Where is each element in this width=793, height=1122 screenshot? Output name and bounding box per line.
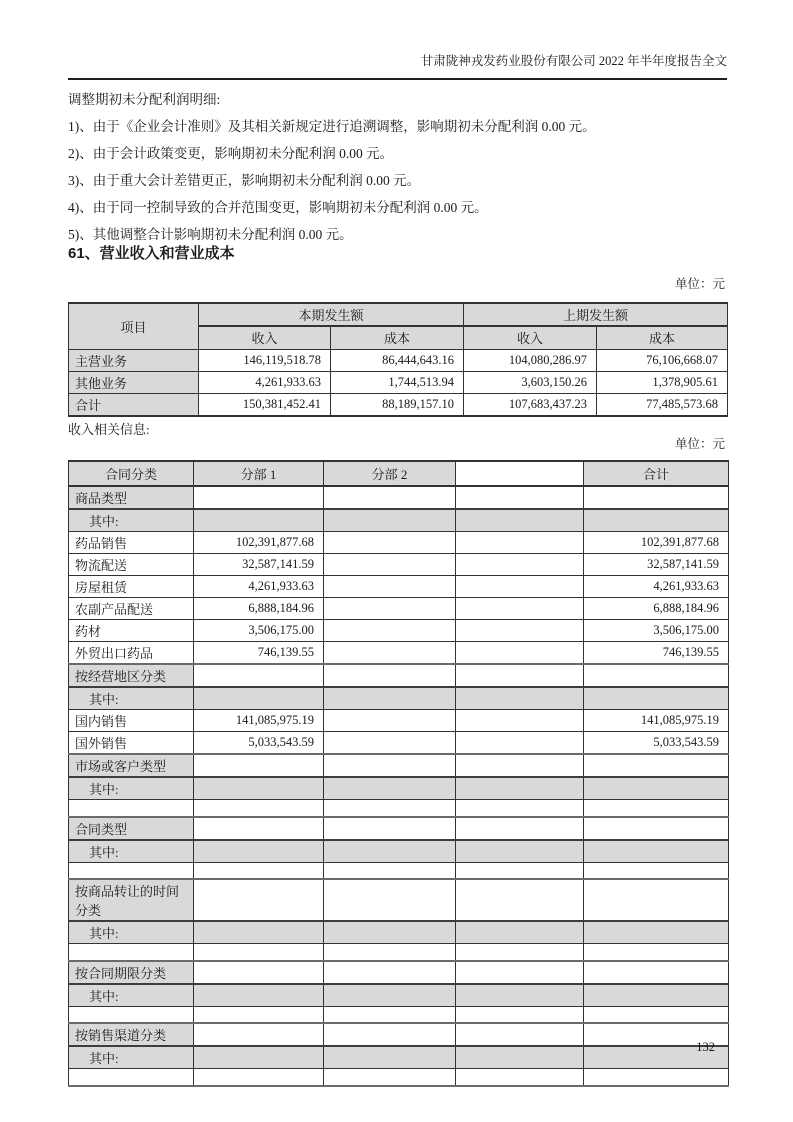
table-row (69, 840, 729, 863)
table-row (69, 642, 729, 665)
cell-value: 86,444,643.16 (331, 349, 464, 371)
unit-label: 单位：元 (674, 277, 725, 291)
col-header-cost: 成本 (597, 326, 728, 349)
table-row (69, 777, 729, 800)
cell-value (194, 944, 324, 961)
intro-lead: 调整期初未分配利润明细: (68, 92, 221, 107)
cell-value (324, 486, 456, 509)
cell-value (456, 509, 584, 532)
cell-value (584, 777, 729, 800)
cell-value (324, 509, 456, 532)
cell-value (456, 879, 584, 921)
cell-value (584, 486, 729, 509)
table-row (69, 1069, 729, 1086)
row-label: 合同类型 (69, 817, 194, 840)
row-label: 市场或客户类型 (69, 754, 194, 777)
cell-value: 1,378,905.61 (597, 371, 728, 393)
cell-value: 88,189,157.10 (331, 393, 464, 416)
cell-value (324, 1046, 456, 1069)
row-label: 农副产品配送 (69, 598, 194, 620)
cell-value (456, 800, 584, 817)
cell-value (456, 576, 584, 598)
col-header-income: 收入 (199, 326, 331, 349)
cell-value (456, 1069, 584, 1086)
row-label: 其中: (69, 840, 194, 863)
section-heading: 61、营业收入和营业成本 (68, 245, 235, 262)
intro-item: 4)、由于同一控制导致的合并范围变更，影响期初未分配利润 0.00 元。 (68, 200, 488, 215)
table-header-row (69, 303, 728, 326)
cell-value (324, 1023, 456, 1046)
cell-value: 146,119,518.78 (199, 349, 331, 371)
cell-value (456, 687, 584, 710)
row-label: 按商品转让的时间分类 (69, 879, 194, 921)
cell-value (584, 687, 729, 710)
cell-value: 102,391,877.68 (194, 532, 324, 554)
row-label (69, 800, 194, 817)
row-label (69, 944, 194, 961)
intro-item: 2)、由于会计政策变更，影响期初未分配利润 0.00 元。 (68, 146, 394, 161)
cell-value (324, 1006, 456, 1023)
cell-value (456, 532, 584, 554)
cell-value (194, 879, 324, 921)
row-label (69, 1006, 194, 1023)
cell-value (194, 777, 324, 800)
table-row (69, 687, 729, 710)
cell-value (194, 1006, 324, 1023)
row-label: 其中: (69, 777, 194, 800)
table-row (69, 532, 729, 554)
row-label: 主营业务 (69, 349, 199, 371)
table-row (69, 1006, 729, 1023)
table-row (69, 944, 729, 961)
cell-value (456, 732, 584, 755)
cell-value (194, 509, 324, 532)
table-row (69, 800, 729, 817)
table-row (69, 817, 729, 840)
table-row (69, 486, 729, 509)
cell-value (584, 961, 729, 984)
cell-value (194, 1046, 324, 1069)
cell-value (456, 961, 584, 984)
cell-value (194, 984, 324, 1007)
row-label: 按销售渠道分类 (69, 1023, 194, 1046)
cell-value (194, 664, 324, 687)
cell-value: 107,683,437.23 (464, 393, 597, 416)
cell-value: 4,261,933.63 (584, 576, 729, 598)
cell-value (584, 921, 729, 944)
cell-value (584, 800, 729, 817)
col-header: 分部 1 (194, 461, 324, 486)
cell-value (456, 984, 584, 1007)
intro-item: 1)、由于《企业会计准则》及其相关新规定进行追溯调整，影响期初未分配利润 0.00 元。 (68, 119, 596, 134)
cell-value (194, 687, 324, 710)
unit-label: 单位：元 (674, 437, 725, 451)
table-row (69, 961, 729, 984)
col-header: 合同分类 (69, 461, 194, 486)
row-label: 合计 (69, 393, 199, 416)
cell-value (584, 1069, 729, 1086)
row-label: 药品销售 (69, 532, 194, 554)
row-label: 房屋租赁 (69, 576, 194, 598)
row-label (69, 1069, 194, 1086)
intro-block (68, 93, 725, 242)
table-row (69, 576, 729, 598)
running-header (68, 52, 727, 80)
cell-value: 141,085,975.19 (584, 710, 729, 732)
cell-value (324, 664, 456, 687)
intro-item: 5)、其他调整合计影响期初未分配利润 0.00 元。 (68, 227, 353, 242)
cell-value (194, 486, 324, 509)
table-row (69, 862, 729, 879)
cell-value (584, 879, 729, 921)
row-label: 国外销售 (69, 732, 194, 755)
col-header-cost: 成本 (331, 326, 464, 349)
col-header-item: 项目 (69, 303, 199, 349)
cell-value (584, 509, 729, 532)
row-label: 商品类型 (69, 486, 194, 509)
cell-value (584, 984, 729, 1007)
cell-value: 1,744,513.94 (331, 371, 464, 393)
cell-value: 3,506,175.00 (584, 620, 729, 642)
table-row (69, 554, 729, 576)
cell-value (324, 576, 456, 598)
table-row (69, 754, 729, 777)
table-row (69, 509, 729, 532)
cell-value: 32,587,141.59 (584, 554, 729, 576)
cell-value (324, 944, 456, 961)
cell-value (324, 687, 456, 710)
table-row (69, 1023, 729, 1046)
cell-value (584, 862, 729, 879)
row-label (69, 862, 194, 879)
cell-value (324, 532, 456, 554)
cell-value (324, 1069, 456, 1086)
report-title: 甘肃陇神戎发药业股份有限公司 2022 年半年度报告全文 (420, 54, 727, 68)
table-header-row (69, 461, 729, 486)
cell-value (584, 944, 729, 961)
cell-value: 32,587,141.59 (194, 554, 324, 576)
cell-value: 746,139.55 (194, 642, 324, 665)
cell-value: 5,033,543.59 (584, 732, 729, 755)
cell-value (456, 1046, 584, 1069)
table-row (69, 371, 728, 393)
cell-value (456, 944, 584, 961)
col-header: 合计 (584, 461, 729, 486)
cell-value (324, 840, 456, 863)
cell-value (194, 862, 324, 879)
row-label: 其中: (69, 509, 194, 532)
cell-value: 76,106,668.07 (597, 349, 728, 371)
table-row (69, 984, 729, 1007)
row-label: 外贸出口药品 (69, 642, 194, 665)
table-row (69, 664, 729, 687)
revenue-cost-table (68, 302, 728, 417)
cell-value: 77,485,573.68 (597, 393, 728, 416)
table-row (69, 732, 729, 755)
table-row (69, 710, 729, 732)
cell-value (324, 817, 456, 840)
cell-value (324, 961, 456, 984)
cell-value: 104,080,286.97 (464, 349, 597, 371)
table-row (69, 879, 729, 921)
row-label: 其中: (69, 687, 194, 710)
table-row (69, 921, 729, 944)
cell-value (324, 984, 456, 1007)
cell-value (456, 817, 584, 840)
cell-value (194, 800, 324, 817)
table-row (69, 1046, 729, 1069)
cell-value (584, 1006, 729, 1023)
col-header-prior-period: 上期发生额 (464, 303, 728, 326)
cell-value: 141,085,975.19 (194, 710, 324, 732)
row-label: 药材 (69, 620, 194, 642)
cell-value (456, 921, 584, 944)
cell-value (324, 620, 456, 642)
table-row (69, 620, 729, 642)
cell-value (324, 642, 456, 665)
cell-value (194, 1069, 324, 1086)
cell-value (456, 862, 584, 879)
cell-value (584, 817, 729, 840)
cell-value (324, 777, 456, 800)
col-header-current-period: 本期发生额 (199, 303, 464, 326)
cell-value (456, 1006, 584, 1023)
cell-value (324, 754, 456, 777)
cell-value: 102,391,877.68 (584, 532, 729, 554)
row-label: 按经营地区分类 (69, 664, 194, 687)
cell-value (194, 921, 324, 944)
cell-value (194, 1023, 324, 1046)
row-label: 其中: (69, 984, 194, 1007)
cell-value: 3,603,150.26 (464, 371, 597, 393)
cell-value: 746,139.55 (584, 642, 729, 665)
cell-value (456, 777, 584, 800)
cell-value: 5,033,543.59 (194, 732, 324, 755)
cell-value (324, 732, 456, 755)
cell-value (324, 921, 456, 944)
cell-value (584, 754, 729, 777)
cell-value (456, 754, 584, 777)
row-label: 其中: (69, 921, 194, 944)
page-number: 132 (696, 1040, 715, 1054)
cell-value (194, 754, 324, 777)
row-label: 按合同期限分类 (69, 961, 194, 984)
cell-value (456, 664, 584, 687)
cell-value (324, 800, 456, 817)
col-header-income: 收入 (464, 326, 597, 349)
cell-value (324, 598, 456, 620)
cell-value: 6,888,184.96 (194, 598, 324, 620)
cell-value (456, 642, 584, 665)
cell-value (584, 664, 729, 687)
cell-value (324, 879, 456, 921)
cell-value (456, 598, 584, 620)
table-row (69, 598, 729, 620)
cell-value (324, 862, 456, 879)
row-label: 国内销售 (69, 710, 194, 732)
cell-value: 4,261,933.63 (194, 576, 324, 598)
cell-value: 3,506,175.00 (194, 620, 324, 642)
col-header: 分部 2 (324, 461, 456, 486)
cell-value (456, 840, 584, 863)
cell-value (456, 620, 584, 642)
cell-value: 150,381,452.41 (199, 393, 331, 416)
col-header-blank (456, 461, 584, 486)
cell-value (324, 710, 456, 732)
intro-item: 3)、由于重大会计差错更正，影响期初未分配利润 0.00 元。 (68, 173, 421, 188)
cell-value: 6,888,184.96 (584, 598, 729, 620)
table-row (69, 393, 728, 416)
contract-classification-table (68, 460, 729, 1087)
row-label: 其中: (69, 1046, 194, 1069)
cell-value (194, 961, 324, 984)
cell-value (584, 840, 729, 863)
row-label: 其他业务 (69, 371, 199, 393)
revenue-info-label: 收入相关信息: (68, 422, 150, 437)
table-row (69, 349, 728, 371)
cell-value (194, 840, 324, 863)
cell-value (324, 554, 456, 576)
row-label: 物流配送 (69, 554, 194, 576)
cell-value (194, 817, 324, 840)
cell-value (456, 554, 584, 576)
cell-value (456, 710, 584, 732)
cell-value: 4,261,933.63 (199, 371, 331, 393)
cell-value (456, 1023, 584, 1046)
cell-value (456, 486, 584, 509)
